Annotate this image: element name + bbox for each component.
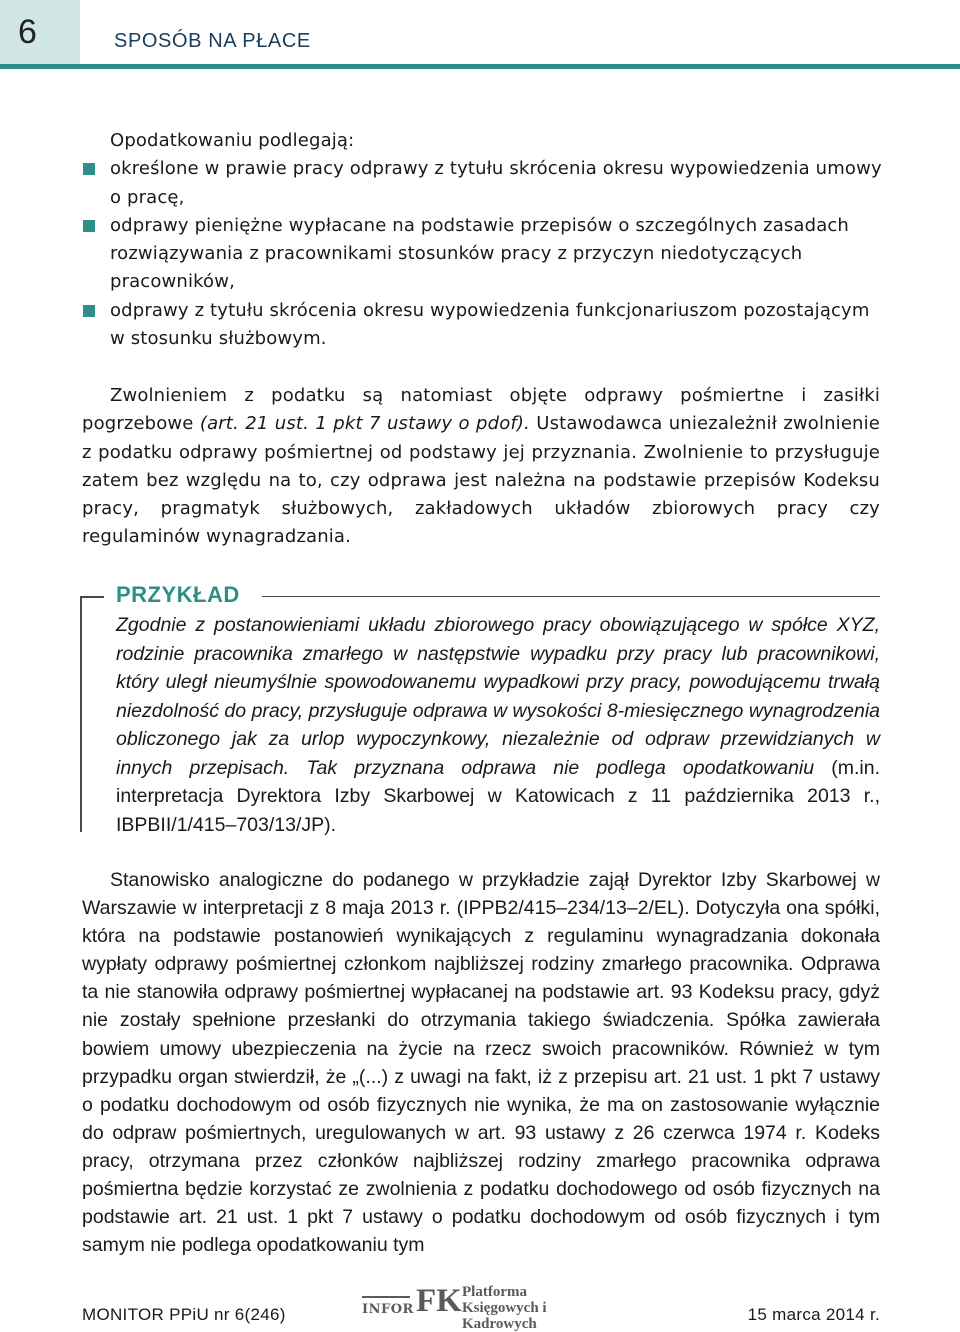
final-paragraph: Stanowisko analogiczne do podanego w przykładzie zajął Dyrektor Izby Skarbowej w Warszawie w interpretacji z 8 maja 2013 r. (IPPB2/415–234/13–2/EL). Dotyczyła ona spółki, która na podstawie postanowień wynikających z regulaminu wynagradzania dokonała wypłaty odprawy pośmiertnej członkom najbliższej rodziny zmarłego pracownika. Odprawa ta nie stanowiła odprawy pośmiertnej wypłacanej na podstawie art. 93 Kodeksu pracy, gdyż nie zostały spełnione przesłanki do otrzymania takiego świadczenia. Spółka zawierała bowiem umowy ubezpieczenia na życie na rzecz swoich pracowników. Również w tym przypadku organ stwierdził, że „(...) z uwagi na fakt, iż z przepisu art. 21 ust. 1 pkt 7 ustawy o podatku dochodowym od osób fizycznych nie wynika, że ma on zastosowanie wyłącznie do odpraw pośmiertnych, uregulowanych w art. 93 ustawy z 26 czerwca 1974 r. Kodeks pracy, otrzymana przez członków najbliższej rodziny zmarłego pracownika odprawa pośmiertna będzie korzystać ze zwolnienia z podatku dochodowego od osób fizycznych na podstawie art. 21 ust. 1 pkt 7 ustawy o podatku dochodowym od osób fizycznych i tym samym nie podlega opodatkowaniu tym (82, 869, 880, 1257)
bullet-text: odprawy pieniężne wypłacane na podstawie przepisów o szczególnych zasadach rozwiązywania z pracownikami stosunków pracy z przyczyn niedotyczących pracowników, (110, 214, 849, 293)
example-title-rule (262, 596, 880, 597)
taxable-list-section (110, 127, 890, 353)
footer-publication: MONITOR PPiU nr 6(246) (82, 1305, 286, 1324)
bullet-text: odprawy z tytułu skrócenia okresu wypowiedzenia funkcjonariuszom pozostającym w stosunku służbowym. (110, 299, 870, 350)
exemption-text-3: Zwolnienie to przysługuje zatem bez względu na to, czy odprawa jest należna na podstawie przepisów Kodeksu pracy, pragmatyk służbowych, zakładowych układów zbiorowych pracy czy regulaminów wynagradzania. (82, 441, 881, 548)
bullet-item (110, 297, 890, 354)
exemption-paragraph (82, 382, 880, 552)
example-frame-top (80, 596, 104, 598)
footer-date: 15 marca 2014 r. (747, 1305, 880, 1324)
page-number: 6 (0, 0, 80, 64)
example-text: Zgodnie z postanowieniami układu zbiorowego pracy obowiązującego w spółce XYZ, rodzinie pracownika zmarłego w następstwie wypadku przy pracy lub pracownikowi, który uległ nieumyślnie spowodowanemu wypadkowi przy pracy, powodującemu trwałą niezdolność do pracy, przysługuje odprawa w wysokości 8-miesięcznego wynagrodzenia obliczonego jak za urlop wypoczynkowy, niezależnie od odpraw przewidzianych w innych przepisach. Tak przyznana odprawa nie podlega opodatkowaniu (116, 614, 880, 779)
bullet-square-icon (83, 305, 95, 317)
exemption-citation: (art. 21 ust. 1 pkt 7 ustawy o pdof). (199, 413, 530, 435)
bullet-item (110, 155, 890, 212)
example-frame-left (80, 596, 82, 832)
platform-logo (362, 1283, 624, 1332)
bullet-square-icon (83, 220, 95, 232)
final-section (82, 866, 880, 1259)
bullet-square-icon (83, 163, 95, 175)
logo-rule (362, 1296, 410, 1298)
logo-line1-text: Platforma (462, 1284, 527, 1300)
section-title: SPOSÓB NA PŁACE (114, 30, 311, 52)
example-body (116, 611, 880, 839)
logo-infor-text: INFOR (362, 1302, 414, 1317)
taxable-lead: Opodatkowaniu podlegają: (110, 130, 355, 151)
bullet-item (110, 212, 890, 297)
example-source: (m.in. interpretacja Dyrektora Izby Skarbowej w Katowicach z 11 października 2013 r., IBPBII/1/415–703/13/JP). (116, 756, 881, 836)
exemption-text-2: Ustawodawca uniezależnił zwolnienie z podatku odprawy pośmiertnej od podstawy jej przyznania. (82, 413, 880, 463)
header-rule (0, 64, 960, 69)
logo-fk-text: FK (416, 1283, 462, 1319)
taxable-bullet-list (110, 155, 890, 353)
bullet-text: określone w prawie pracy odprawy z tytułu skrócenia okresu wypowiedzenia umowy o pracę, (110, 158, 882, 208)
exemption-section (82, 382, 880, 552)
logo-line2-text: Księgowych i Kadrowych (462, 1300, 547, 1332)
example-title: PRZYKŁAD (116, 582, 240, 607)
exemption-text-1: Zwolnieniem z podatku są natomiast objęte odprawy pośmiertne i zasiłki pogrzebowe (82, 385, 880, 435)
